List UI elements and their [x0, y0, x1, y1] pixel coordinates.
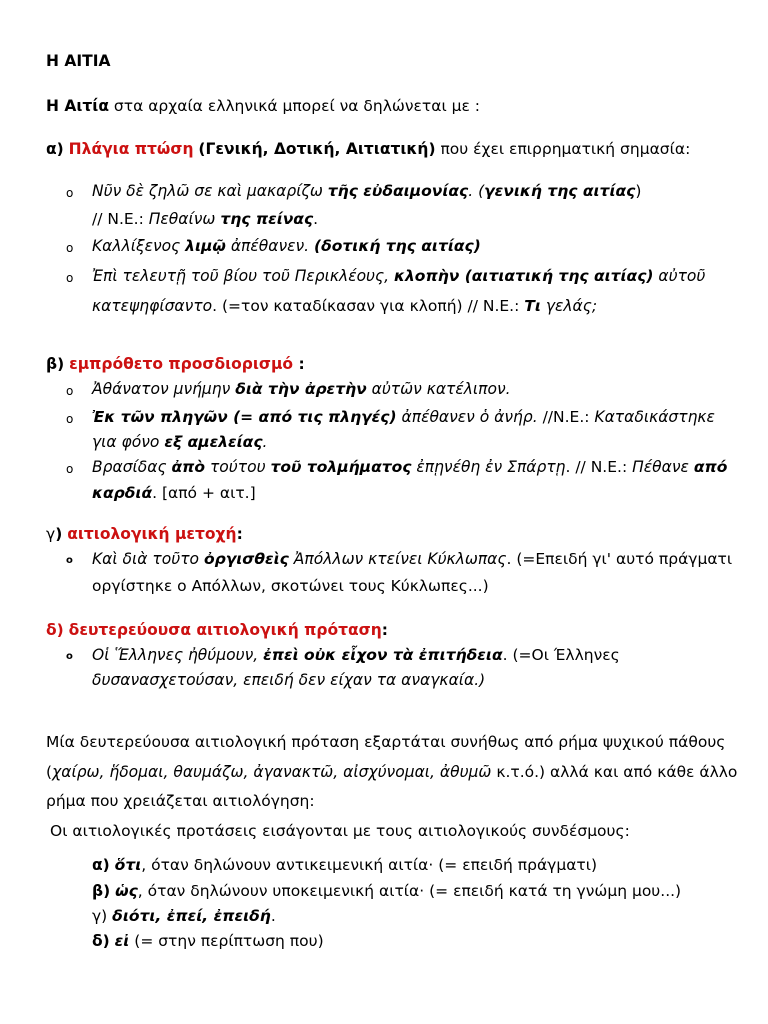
- section-d-heading: [46, 620, 388, 640]
- section-a-heading: [46, 139, 690, 159]
- text: ): [635, 182, 642, 200]
- conj-c: [92, 906, 276, 926]
- para-line-3: ρήμα που χρειάζεται αιτιολόγηση:: [46, 792, 315, 810]
- text: ἐπῃνέθη ἐν Σπάρτῃ: [411, 458, 566, 476]
- text: ἀπέθανεν.: [225, 237, 315, 255]
- bullet-filled: o: [66, 555, 73, 566]
- text: τούτου: [205, 458, 271, 476]
- conj-letter: β): [92, 882, 111, 900]
- text: οργίστηκε ο Απόλλων, σκοτώνει τους Κύκλωπες...): [92, 577, 489, 595]
- text-emph: Ἐκ τῶν πληγῶν (= από τις πληγές): [92, 408, 397, 426]
- section-c-letter: γ: [46, 525, 56, 543]
- bullet-hollow: o: [66, 271, 74, 285]
- text: ἀπέθανεν ὁ ἀνήρ.: [396, 408, 543, 426]
- text: (: [46, 763, 53, 781]
- conj-text: (= στην περίπτωση που): [129, 932, 324, 950]
- b-item-3: [92, 457, 727, 477]
- text: // Ν.Ε.:: [92, 210, 149, 228]
- bullet-hollow: o: [66, 412, 74, 426]
- text: Καταδικάστηκε: [594, 408, 715, 426]
- text: Καλλίξενος: [92, 237, 186, 255]
- para-line-1: Μία δευτερεύουσα αιτιολογική πρόταση εξαρτάται συνήθως από ρήμα ψυχικού πάθους: [46, 733, 726, 751]
- colon: :: [236, 525, 243, 543]
- section-b-title: εμπρόθετο προσδιορισμό: [69, 355, 294, 373]
- text-emph: ὀργισθεὶς: [203, 550, 289, 568]
- text: . (=Οι Έλληνες: [502, 646, 620, 664]
- conj-letter: α): [92, 856, 110, 874]
- b-item-2: [92, 407, 715, 427]
- conj-word: εἰ: [114, 932, 130, 950]
- section-a-cases: (Γενική, Δοτική, Αιτιατική): [198, 140, 436, 158]
- text: . [από + αιτ.]: [152, 484, 256, 502]
- text: για φόνο: [92, 433, 165, 451]
- section-c-title: αιτιολογική μετοχή: [67, 525, 237, 543]
- text: Ἐπὶ τελευτῇ τοῦ βίου τοῦ Περικλέους,: [92, 267, 394, 285]
- a-item-1-cont: [92, 209, 318, 229]
- text: Ἀπόλλων κτείνει Κύκλωπας: [288, 550, 507, 568]
- text: γελάς;: [540, 297, 598, 315]
- text-emph: (δοτική της αιτίας): [314, 237, 481, 255]
- conj-letter: δ): [92, 932, 110, 950]
- section-c-heading: [46, 524, 243, 544]
- a-item-1: [92, 181, 641, 201]
- bullet-filled: o: [66, 651, 73, 662]
- text-emph: τοῦ τολμήματος: [270, 458, 412, 476]
- conj-word: ὅτι: [114, 856, 142, 874]
- section-a-rest: που έχει επιρρηματική σημασία:: [440, 140, 691, 158]
- text: Καὶ διὰ τοῦτο: [92, 550, 204, 568]
- text: αὐτῶν κατέλιπον.: [366, 380, 511, 398]
- intro-rest: στα αρχαία ελληνικά μπορεί να δηλώνεται με :: [108, 97, 481, 115]
- text: κ.τ.ό.) αλλά και από κάθε άλλο: [491, 763, 738, 781]
- section-b-heading: [46, 354, 305, 374]
- text: Νῦν δὲ ζηλῶ σε καὶ μακαρίζω: [92, 182, 328, 200]
- a-item-3-cont: [92, 296, 597, 316]
- paren: ): [55, 525, 63, 543]
- text-emph: εξ αμελείας: [164, 433, 263, 451]
- conj-text: , όταν δηλώνουν αντικειμενική αιτία· (= επειδή πράγματι): [141, 856, 598, 874]
- colon: :: [293, 355, 305, 373]
- text-emph: γενική της αιτίας: [484, 182, 636, 200]
- text: Οἱ Ἕλληνες ἠθύμουν,: [92, 646, 264, 664]
- text: . (=τον καταδίκασαν για κλοπή) // Ν.Ε.:: [212, 297, 525, 315]
- text: Πέθανε: [632, 458, 694, 476]
- conj-b: [92, 881, 681, 901]
- text: . (=Επειδή γι' αυτό πράγματι: [506, 550, 733, 568]
- conj-letter: γ): [92, 907, 108, 925]
- colon: :: [381, 621, 388, 639]
- text: Πεθαίνω: [148, 210, 221, 228]
- text: αὐτοῦ: [653, 267, 706, 285]
- text: .: [262, 433, 268, 451]
- d-item-1-cont: [92, 670, 485, 690]
- bullet-hollow: o: [66, 384, 74, 398]
- intro-line: [46, 96, 480, 116]
- section-a-title: Πλάγια πτώση: [68, 140, 194, 158]
- text-emph: της πείνας: [220, 210, 314, 228]
- conj-text: .: [270, 907, 276, 925]
- section-d-letter: δ): [46, 621, 64, 639]
- section-a-letter: α): [46, 140, 64, 158]
- text-emph: λιμῷ: [185, 237, 226, 255]
- text: //Ν.Ε.:: [542, 408, 595, 426]
- para-line-4: Οι αιτιολογικές προτάσεις εισάγονται με τους αιτιολογικούς συνδέσμους:: [50, 822, 630, 840]
- a-item-2: [92, 236, 481, 256]
- c-item-1-cont: [92, 576, 489, 596]
- bullet-hollow: o: [66, 462, 74, 476]
- text-emph: καρδιά: [92, 484, 153, 502]
- para-line-2: [46, 762, 737, 782]
- c-item-1: [92, 549, 732, 569]
- text-emph: ἐπεὶ οὐκ εἶχον τὰ ἐπιτήδεια: [263, 646, 503, 664]
- text-emph: τῆς εὐδαιμονίας: [327, 182, 469, 200]
- page-title: Η ΑΙΤΙΑ: [46, 52, 111, 70]
- section-b-letter: β): [46, 355, 65, 373]
- intro-lead: Η Αιτία: [46, 97, 109, 115]
- bullet-hollow: o: [66, 186, 74, 200]
- a-item-3: [92, 266, 705, 286]
- conj-word: ὡς: [115, 882, 138, 900]
- text-emph: Τι: [524, 297, 541, 315]
- text: χαίρω, ἥδομαι, θαυμάζω, ἀγανακτῶ, αἰσχύνομαι, ἀθυμῶ: [52, 763, 492, 781]
- text-emph: κλοπὴν (αιτιατική της αιτίας): [393, 267, 654, 285]
- text: δυσανασχετούσαν, επειδή δεν είχαν τα αναγκαία.): [92, 671, 486, 689]
- text: . // Ν.Ε.:: [565, 458, 633, 476]
- text: .: [313, 210, 319, 228]
- section-d-title: δευτερεύουσα αιτιολογική πρόταση: [68, 621, 382, 639]
- d-item-1: [92, 645, 620, 665]
- conj-word: διότι, ἐπεί, ἐπειδή: [112, 907, 271, 925]
- bullet-hollow: o: [66, 241, 74, 255]
- b-item-3-cont: [92, 483, 256, 503]
- text-emph: διὰ τὴν ἀρετὴν: [235, 380, 367, 398]
- text-emph: από: [693, 458, 728, 476]
- text: . (: [468, 182, 485, 200]
- conj-d: [92, 931, 324, 951]
- text: Βρασίδας: [92, 458, 172, 476]
- text: Ἀθάνατον μνήμην: [92, 380, 236, 398]
- b-item-2-cont: [92, 432, 267, 452]
- text-emph: ἀπὸ: [171, 458, 206, 476]
- conj-a: [92, 855, 597, 875]
- conj-text: , όταν δηλώνουν υποκειμενική αιτία· (= επειδή κατά τη γνώμη μου...): [137, 882, 682, 900]
- text: κατεψηφίσαντο: [92, 297, 213, 315]
- b-item-1: [92, 379, 511, 399]
